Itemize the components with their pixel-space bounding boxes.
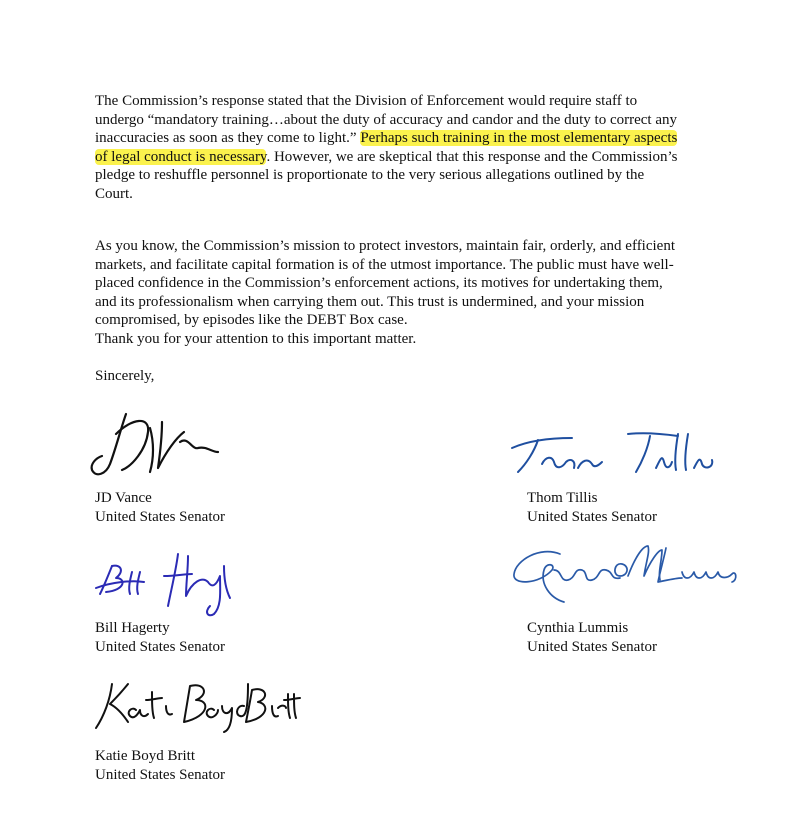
signatory-name: Cynthia Lummis — [527, 620, 629, 636]
paragraph-text: . However, we are skeptical that this response and the Commission’s — [266, 148, 678, 165]
signatory-title: United States Senator — [527, 638, 657, 655]
signatory-name: Thom Tillis — [527, 490, 598, 506]
thanks-line: Thank you for your attention to this important matter. — [95, 331, 417, 347]
signatory-title: United States Senator — [95, 638, 225, 655]
signatory-title: United States Senator — [527, 508, 657, 525]
signatory-name: Bill Hagerty — [95, 620, 170, 636]
signature-cynthia-lummis — [510, 540, 740, 608]
signatory-name: JD Vance — [95, 490, 152, 506]
signature-jd-vance — [88, 408, 228, 480]
signatory-block — [95, 489, 225, 526]
paragraph-line: placed confidence in the Commission’s enforcement actions, its motives for undertaking them, — [95, 275, 663, 291]
signatory-title: United States Senator — [95, 766, 225, 783]
paragraph-text: inaccuracies as soon as they come to light.” — [95, 130, 361, 146]
paragraph-line: pledge to reshuffle personnel is proportionate to the very serious allegations outlined by the — [95, 167, 645, 183]
signatory-name: Katie Boyd Britt — [95, 748, 195, 764]
signature-thom-tillis — [508, 428, 718, 480]
paragraph-line: The Commission’s response stated that the Division of Enforcement would require staff to — [95, 93, 638, 109]
paragraph-commission-response — [95, 92, 725, 203]
paragraph-line: compromised, by episodes like the DEBT Box case. — [95, 312, 408, 328]
highlighted-text: of legal conduct is necessary — [95, 148, 267, 165]
highlighted-text: Perhaps such training in the most elementary aspects — [360, 130, 678, 146]
signature-katie-boyd-britt — [92, 676, 302, 732]
paragraph-line — [95, 148, 725, 167]
signatory-block — [95, 747, 225, 784]
paragraph-line: As you know, the Commission’s mission to protect investors, maintain fair, orderly, and efficient — [95, 238, 676, 254]
signature-bill-hagerty — [92, 546, 242, 618]
paragraph-line: undergo “mandatory training…about the duty of accuracy and candor and the duty to correct any — [95, 111, 678, 128]
paragraph-line: and its professionalism when carrying them out. This trust is undermined, and your mission — [95, 293, 645, 310]
paragraph-line — [95, 129, 725, 148]
closing-line: Sincerely, — [95, 368, 155, 384]
signatory-block — [95, 619, 225, 656]
signatory-block — [527, 489, 657, 526]
paragraph-line: Court. — [95, 185, 133, 202]
paragraph-line: markets, and facilitate capital formation is of the utmost importance. The public must have well- — [95, 256, 674, 273]
signatory-block — [527, 619, 657, 656]
signatory-title: United States Senator — [95, 508, 225, 525]
paragraph-mission — [95, 237, 725, 330]
